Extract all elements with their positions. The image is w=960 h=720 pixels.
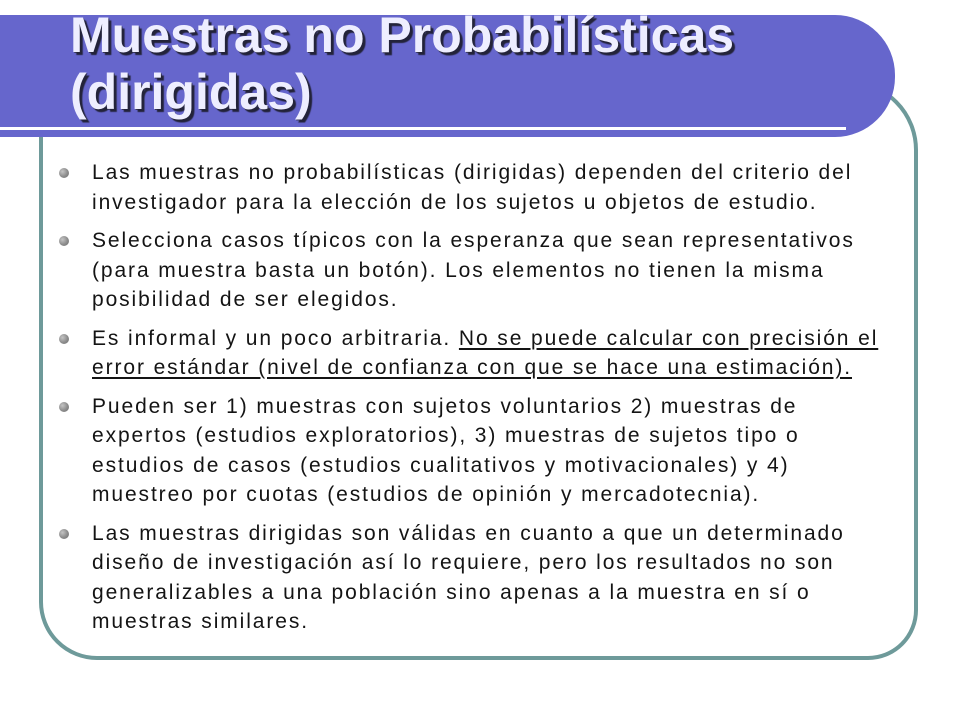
title-underline	[0, 127, 846, 130]
bullet-line-text: muestras similares.	[92, 610, 309, 633]
bullet-marker	[59, 334, 69, 344]
bullet-line-text: Las muestras no probabilísticas (dirigidas) dependen del criterio del	[92, 161, 853, 184]
bullet-line	[92, 324, 914, 354]
bullet-item	[54, 158, 914, 217]
bullet-line-text: (para muestra basta un botón). Los elementos no tienen la misma	[92, 258, 825, 282]
bullet-line	[92, 392, 914, 422]
bullet-line	[92, 421, 914, 451]
bullet-line-text: Es informal y un poco arbitraria.	[92, 326, 452, 350]
bullet-line-text: Las muestras dirigidas son válidas en cuanto a que un determinado	[92, 521, 845, 545]
underlined-text: No se puede calcular con precisión el	[458, 326, 879, 350]
bullet-line	[92, 607, 914, 637]
bullet-marker	[59, 402, 69, 412]
bullet-line	[92, 480, 914, 510]
bullet-line-text: Pueden ser 1) muestras con sujetos voluntarios 2) muestras de	[92, 394, 798, 418]
bullet-line-text: investigador para la elección de los sujetos u objetos de estudio.	[92, 190, 818, 214]
bullet-line	[92, 158, 914, 188]
bullet-text	[92, 324, 914, 383]
bullet-text	[92, 519, 914, 637]
bullet-marker	[59, 168, 69, 178]
bullet-line-text: diseño de investigación así lo requiere, pero los resultados no son	[92, 551, 835, 574]
bullet-line	[92, 353, 914, 383]
bullet-item	[54, 519, 914, 637]
bullet-line-text: posibilidad de ser elegidos.	[92, 288, 399, 311]
bullet-text	[92, 226, 914, 315]
bullet-line	[92, 519, 914, 549]
bullet-line	[92, 188, 914, 218]
bullet-item	[54, 324, 914, 383]
bullet-line	[92, 256, 914, 286]
title-line-1: Muestras no Probabilísticas	[70, 7, 735, 63]
bullet-line-text: generalizables a una población sino apenas a la muestra en sí o	[92, 580, 811, 604]
title-line-2: (dirigidas)	[70, 64, 312, 120]
bullet-line	[92, 285, 914, 315]
bullet-line	[92, 226, 914, 256]
bullet-list	[54, 158, 914, 637]
bullet-line-text: muestreo por cuotas (estudios de opinión y mercadotecnia).	[92, 483, 761, 506]
slide-title	[70, 7, 734, 121]
bullet-line-text: expertos (estudios exploratorios), 3) muestras de sujetos tipo o	[92, 424, 800, 447]
underlined-text: error estándar (nivel de confianza con que se hace una estimación).	[92, 356, 852, 379]
bullet-line	[92, 548, 914, 578]
bullet-marker	[59, 236, 69, 246]
bullet-text	[92, 392, 914, 510]
bullet-line	[92, 451, 914, 481]
bullet-line	[92, 578, 914, 608]
bullet-line-text: Selecciona casos típicos con la esperanza que sean representativos	[92, 229, 855, 252]
bullet-marker	[59, 529, 69, 539]
bullet-item	[54, 392, 914, 510]
bullet-item	[54, 226, 914, 315]
bullet-text	[92, 158, 914, 217]
bullet-line-text: estudios de casos (estudios cualitativos y motivacionales) y 4)	[92, 453, 790, 477]
